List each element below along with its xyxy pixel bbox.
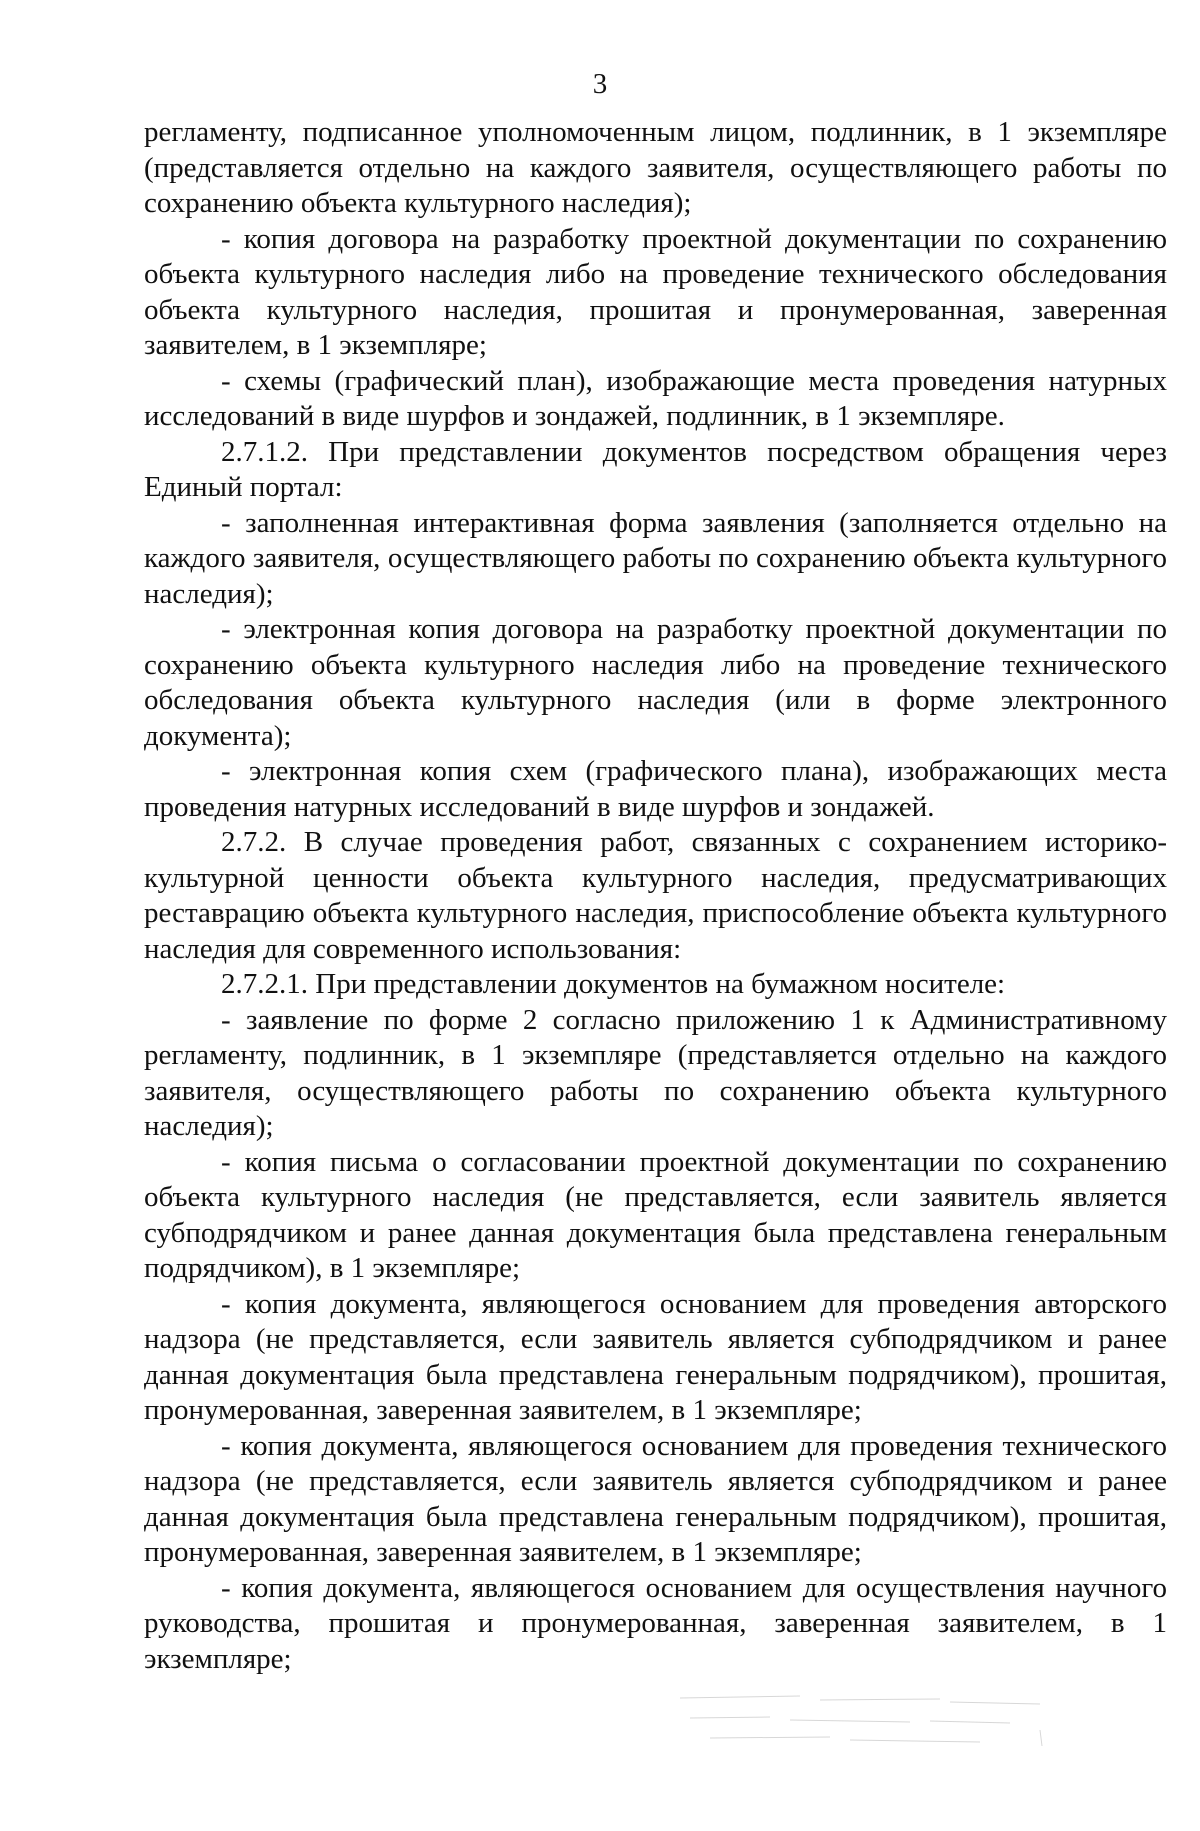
list-item-scientific-guidance-doc: - копия документа, являющегося основанием для осуществления научного руководства, прошитая и пронумерованная, заверенная заявителем, в 1 экземпляре;	[144, 1571, 1167, 1675]
list-item-schemes: - схемы (графический план), изображающие места проведения натурных исследований в виде шурфов и зондажей, подлинник, в 1 экземпляре.	[144, 364, 1167, 432]
list-item-approval-letter-copy: - копия письма о согласовании проектной документации по сохранению объекта культурного наследия (не представляется, если заявитель является субподрядчиком и ранее данная документация была представлена генеральным подрядчиком), в 1 экземпляре;	[144, 1145, 1167, 1284]
section-2-7-2: 2.7.2. В случае проведения работ, связанных с сохранением историко-культурной ценности объекта культурного наследия, предусматривающих реставрацию объекта культурного наследия, приспособление объекта культурного наследия для современного использования:	[144, 826, 1167, 965]
list-item-application-form-2: - заявление по форме 2 согласно приложению 1 к Административному регламенту, подлинник, в 1 экземпляре (представляется отдельно на каждого заявителя, осуществляющего работы по сохранению объекта культурного наследия);	[144, 1003, 1167, 1142]
list-item-electronic-schemes: - электронная копия схем (графического плана), изображающих места проведения натурных исследований в виде шурфов и зондажей.	[144, 755, 1167, 823]
page-number: 3	[592, 68, 608, 100]
document-body	[144, 115, 1167, 1677]
section-2-7-1-2: 2.7.1.2. При представлении документов посредством обращения через Единый портал:	[144, 435, 1167, 503]
list-item-technical-supervision-doc: - копия документа, являющегося основанием для проведения технического надзора (не представляется, если заявитель является субподрядчиком и ранее данная документация была представлена генеральным подрядчиком), прошитая, пронумерованная, заверенная заявителем, в 1 экземпляре;	[144, 1429, 1167, 1568]
list-item-interactive-form: - заполненная интерактивная форма заявления (заполняется отдельно на каждого заявителя, осуществляющего работы по сохранению объекта культурного наследия);	[144, 506, 1167, 610]
list-item-electronic-contract-copy: - электронная копия договора на разработку проектной документации по сохранению объекта культурного наследия либо на проведение технического обследования объекта культурного наследия (или в форме электронного документа);	[144, 613, 1167, 752]
section-2-7-2-1: 2.7.2.1. При представлении документов на бумажном носителе:	[221, 968, 1006, 1000]
list-item-contract-copy: - копия договора на разработку проектной документации по сохранению объекта культурного наследия либо на проведение технического обследования объекта культурного наследия, прошитая и пронумерованная, заверенная заявителем, в 1 экземпляре;	[144, 222, 1167, 361]
list-item-author-supervision-doc: - копия документа, являющегося основанием для проведения авторского надзора (не представляется, если заявитель является субподрядчиком и ранее данная документация была представлена генеральным подрядчиком), прошитая, пронумерованная, заверенная заявителем, в 1 экземпляре;	[144, 1287, 1167, 1426]
scan-artifact	[680, 1690, 1060, 1750]
paragraph-continuation: регламенту, подписанное уполномоченным лицом, подлинник, в 1 экземпляре (представляется отдельно на каждого заявителя, осуществляющего работы по сохранению объекта культурного наследия);	[144, 116, 1167, 219]
